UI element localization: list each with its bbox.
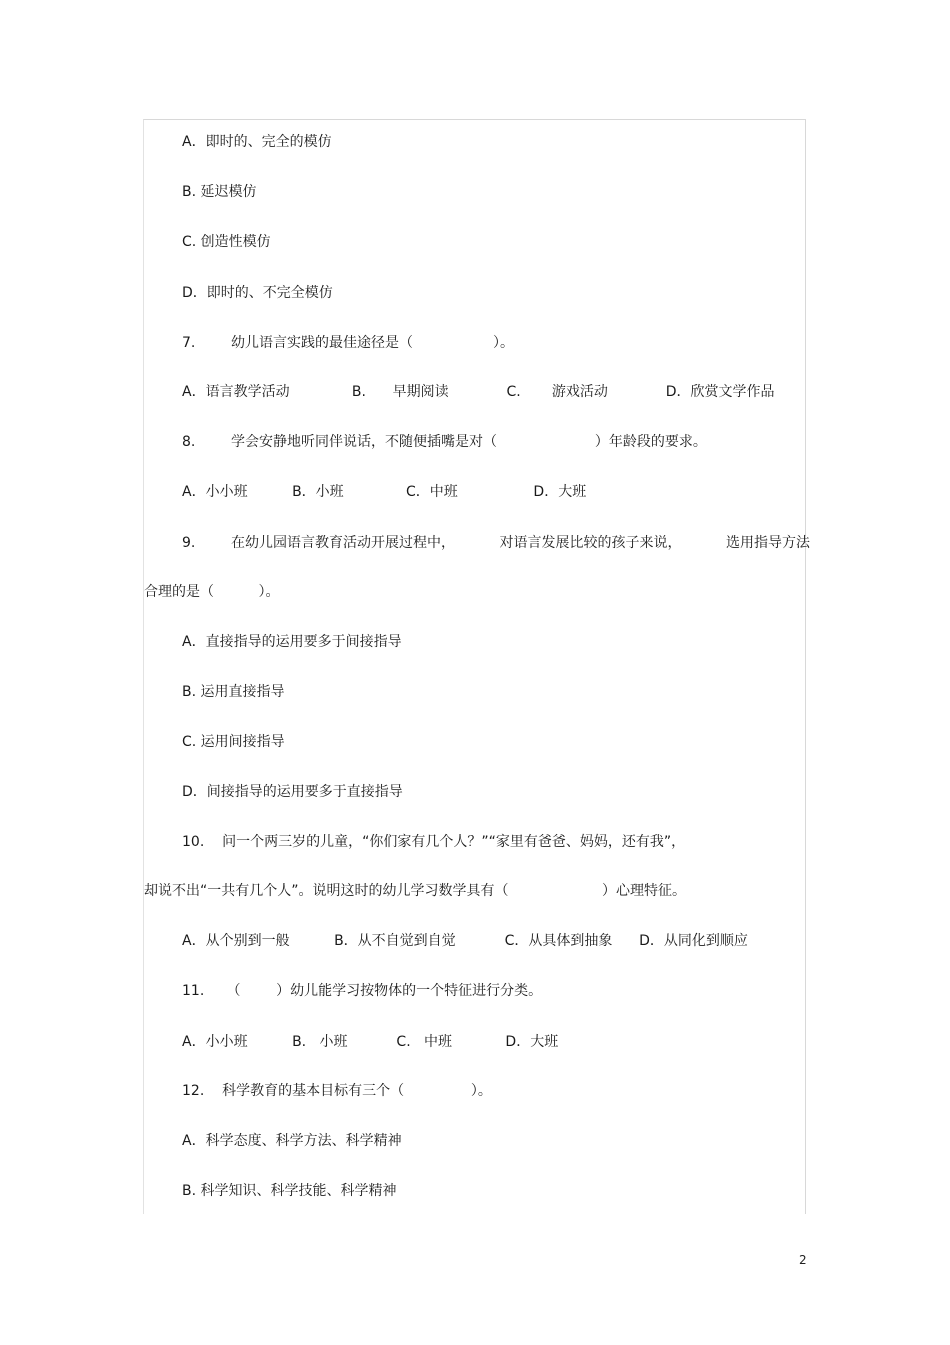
options-7: A．语言教学活动 B. 早期阅读 C. 游戏活动 D．欣赏文学作品: [182, 384, 775, 400]
option-9c: C. 运用间接指导: [182, 734, 285, 750]
options-8: A．小小班 B．小班 C．中班 D．大班: [182, 484, 587, 500]
option-9b: B. 运用直接指导: [182, 684, 285, 700]
option-6d: D．即时的、不完全模仿: [182, 285, 333, 301]
question-10-cont: 却说不出“一共有几个人”。说明这时的幼儿学习数学具有（ ）心理特征。: [144, 883, 686, 899]
option-6b: B. 延迟模仿: [182, 184, 257, 200]
question-9: 9. 在幼儿园语言教育活动开展过程中， 对语言发展比较的孩子来说， 选用指导方法: [182, 535, 810, 551]
options-11: A．小小班 B. 小班 C. 中班 D．大班: [182, 1034, 559, 1050]
option-6c: C. 创造性模仿: [182, 234, 271, 250]
option-9d: D．间接指导的运用要多于直接指导: [182, 784, 403, 800]
question-9-cont: 合理的是（ ）。: [144, 584, 280, 600]
question-11: 11. （ ）幼儿能学习按物体的一个特征进行分类。: [182, 983, 543, 999]
options-10: A．从个别到一般 B．从不自觉到自觉 C．从具体到抽象 D．从同化到顺应: [182, 933, 748, 949]
question-12: 12. 科学教育的基本目标有三个（ ）。: [182, 1083, 492, 1099]
question-8: 8. 学会安静地听同伴说话，不随便插嘴是对（ ）年龄段的要求。: [182, 434, 707, 450]
option-12a: A．科学态度、科学方法、科学精神: [182, 1133, 402, 1149]
option-12b: B. 科学知识、科学技能、科学精神: [182, 1183, 397, 1199]
question-10: 10. 问一个两三岁的儿童，“你们家有几个人？”“家里有爸爸、妈妈，还有我”，: [182, 834, 686, 850]
option-6a: A．即时的、完全的模仿: [182, 134, 332, 150]
page-number: 2: [799, 1253, 807, 1267]
option-9a: A．直接指导的运用要多于间接指导: [182, 634, 402, 650]
question-7: 7. 幼儿语言实践的最佳途径是（ ）。: [182, 335, 515, 351]
